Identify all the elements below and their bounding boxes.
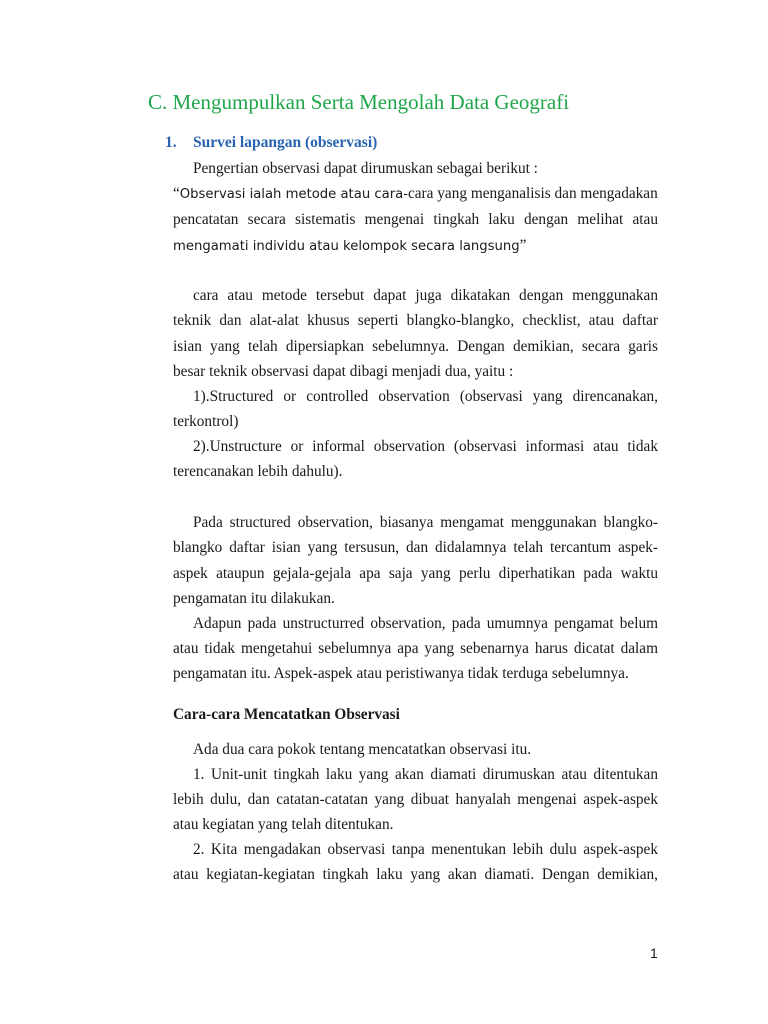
paragraph-2-line-4: besar teknik observasi dapat dibagi menjadi dua, yaitu : — [173, 363, 514, 380]
paragraph-4-line-2: atau tidak mengetahui sebelumnya apa yang sebenarnya harus dicatat dalam — [173, 640, 658, 657]
paragraph-3-line-2: blangko daftar isian yang tersusun, dan didalamnya telah tercantum aspek- — [173, 539, 658, 556]
paragraph-4-line-3: pengamatan itu. Aspek-aspek atau peristiwanya tidak terduga sebelumnya. — [173, 665, 629, 682]
subtitle-cara-cara: Cara-cara Mencatatkan Observasi — [173, 706, 400, 723]
item-2-line-2: atau kegiatan-kegiatan tingkah laku yang akan diamati. Dengan demikian, — [173, 866, 658, 883]
quote-line-3: mengamati individu atau kelompok secara langsung” — [173, 237, 527, 254]
subsection-heading-survei — [165, 134, 377, 152]
item-1-line-2: lebih dulu, dan catatan-catatan yang dibuat hanyalah mengenai aspek-aspek — [173, 791, 658, 808]
paragraph-3-line-4: pengamatan itu dilakukan. — [173, 590, 335, 607]
subsection-number: 1. — [165, 134, 177, 151]
paragraph-5: Ada dua cara pokok tentang mencatatkan observasi itu. — [193, 741, 532, 758]
list-item-2-line-2: terencanakan lebih dahulu). — [173, 463, 343, 480]
item-2-line-1: 2. Kita mengadakan observasi tanpa menentukan lebih dulu aspek-aspek — [193, 841, 658, 858]
item-1-line-3: atau kegiatan yang telah ditentukan. — [173, 816, 394, 833]
paragraph-2-line-1: cara atau metode tersebut dapat juga dikatakan dengan menggunakan — [193, 287, 658, 304]
subsection-title: Survei lapangan (observasi) — [193, 134, 378, 151]
paragraph-4-line-1: Adapun pada unstructurred observation, pada umumnya pengamat belum — [193, 615, 658, 632]
paragraph-3-line-1: Pada structured observation, biasanya mengamat menggunakan blangko- — [193, 514, 658, 531]
paragraph-3-line-3: aspek ataupun gejala-gejala apa saja yang perlu diperhatikan pada waktu — [173, 565, 658, 582]
paragraph-2-line-3: isian yang telah dipersiapkan sebelumnya. Dengan demikian, secara garis — [173, 338, 658, 355]
intro-line: Pengertian observasi dapat dirumuskan sebagai berikut : — [193, 160, 538, 177]
list-item-2-line-1: 2).Unstructure or informal observation (observasi informasi atau tidak — [193, 438, 658, 455]
list-item-1-line-2: terkontrol) — [173, 413, 239, 430]
paragraph-2-line-2: teknik dan alat-alat khusus seperti blangko-blangko, checklist, atau daftar — [173, 312, 658, 329]
list-item-1-line-1: 1).Structured or controlled observation (observasi yang direncanakan, — [193, 388, 658, 405]
item-1-line-1: 1. Unit-unit tingkah laku yang akan diamati dirumuskan atau ditentukan — [193, 766, 658, 783]
quote-line-1: “Observasi ialah metode atau cara-cara yang menganalisis dan mengadakan — [173, 185, 658, 202]
quote-line-2: pencatatan secara sistematis mengenai tingkah laku dengan melihat atau — [173, 211, 658, 228]
section-heading: C. Mengumpulkan Serta Mengolah Data Geografi — [148, 90, 570, 114]
page-number: 1 — [650, 945, 658, 961]
quote-sans-text: mengamati individu atau kelompok secara langsung — [173, 239, 520, 254]
quote-sans-text: Observasi ialah metode atau cara- — [179, 187, 408, 202]
